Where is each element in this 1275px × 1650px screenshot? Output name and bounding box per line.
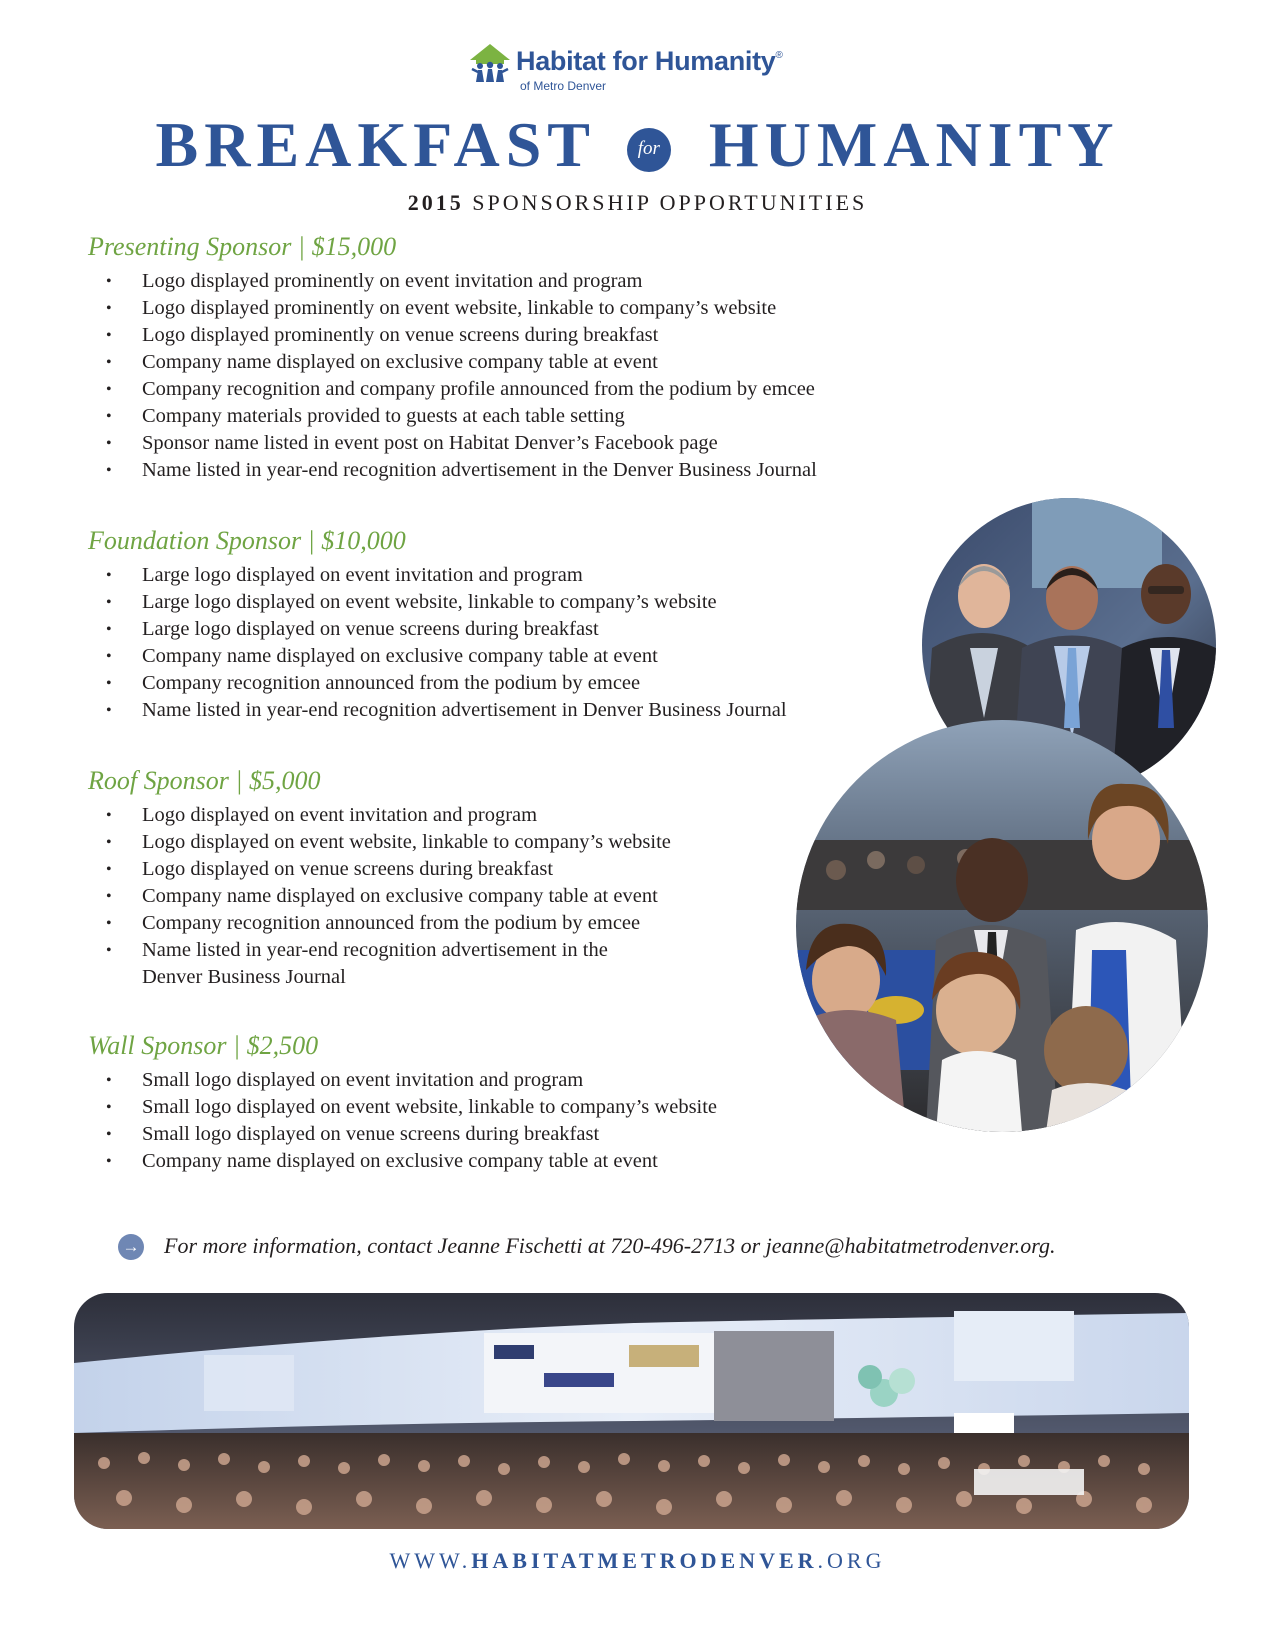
- list-item: • Company materials provided to guests at each table setting: [88, 403, 908, 430]
- subtitle-text: SPONSORSHIP OPPORTUNITIES: [472, 190, 868, 215]
- arrow-right-icon: →: [118, 1234, 144, 1260]
- list-item: • Company name displayed on exclusive company table at event: [88, 1148, 908, 1175]
- tier-heading: Roof Sponsor | $5,000: [88, 766, 321, 795]
- list-item: • Name listed in year-end recognition advertisement in the Denver Business Journal: [88, 457, 908, 484]
- guests-photo: [796, 720, 1208, 1132]
- url-prefix: WWW.: [389, 1548, 472, 1573]
- list-item-continued: Denver Business Journal: [142, 966, 346, 988]
- habitat-logo: [468, 40, 808, 98]
- list-item: • Logo displayed prominently on venue screens during breakfast: [88, 322, 908, 349]
- list-item: • Company recognition and company profile announced from the podium by emcee: [88, 376, 908, 403]
- tier-foundation: [88, 526, 908, 724]
- benefit-list: [88, 562, 908, 724]
- list-item: • Logo displayed prominently on event invitation and program: [88, 268, 908, 295]
- list-item: • Name listed in year-end recognition advertisement in the: [88, 937, 908, 964]
- list-item: • Large logo displayed on venue screens during breakfast: [88, 616, 908, 643]
- list-item: • Small logo displayed on venue screens during breakfast: [88, 1121, 908, 1148]
- list-item: • Company name displayed on exclusive company table at event: [88, 643, 908, 670]
- list-item: • Logo displayed prominently on event website, linkable to company’s website: [88, 295, 908, 322]
- list-item: • Small logo displayed on event invitation and program: [88, 1067, 908, 1094]
- benefit-list: [88, 1067, 908, 1175]
- list-item: • Company name displayed on exclusive company table at event: [88, 883, 908, 910]
- url-suffix: .ORG: [817, 1548, 886, 1573]
- org-subtitle: of Metro Denver: [520, 79, 607, 93]
- org-name: Habitat for Humanity®: [516, 46, 783, 76]
- contact-text: For more information, contact Jeanne Fischetti at 720-496-2713 or jeanne@habitatmetrodenver.org.: [164, 1233, 1056, 1258]
- habitat-houses-icon: [468, 42, 512, 82]
- ballroom-banner-photo: [74, 1293, 1189, 1529]
- tier-presenting: [88, 232, 908, 484]
- list-item: • Small logo displayed on event website, linkable to company’s website: [88, 1094, 908, 1121]
- url-main: HABITATMETRODENVER: [471, 1548, 818, 1573]
- website-url[interactable]: [0, 1548, 1275, 1574]
- list-item: • Large logo displayed on event website, linkable to company’s website: [88, 589, 908, 616]
- ballroom-photo-image: [74, 1293, 1189, 1529]
- tier-heading: Wall Sponsor | $2,500: [88, 1031, 319, 1060]
- list-item: • Logo displayed on event website, linkable to company’s website: [88, 829, 908, 856]
- contact-line: [118, 1233, 1218, 1260]
- list-item: • Name listed in year-end recognition advertisement in Denver Business Journal: [88, 697, 908, 724]
- list-item: • Large logo displayed on event invitation and program: [88, 562, 908, 589]
- list-item: • Logo displayed on venue screens during breakfast: [88, 856, 908, 883]
- page-subtitle: [0, 190, 1275, 216]
- title-humanity: HUMANITY: [708, 109, 1120, 180]
- tier-roof: [88, 766, 908, 991]
- benefit-list: [88, 802, 908, 991]
- list-item: • Company recognition announced from the podium by emcee: [88, 670, 908, 697]
- tier-heading: Foundation Sponsor | $10,000: [88, 526, 406, 555]
- subtitle-year: 2015: [407, 190, 464, 215]
- tier-wall: [88, 1031, 908, 1175]
- guests-photo-image: [796, 720, 1208, 1132]
- page-title: [0, 108, 1275, 182]
- list-item: • Company name displayed on exclusive company table at event: [88, 349, 908, 376]
- list-item: • Sponsor name listed in event post on Habitat Denver’s Facebook page: [88, 430, 908, 457]
- list-item: • Logo displayed on event invitation and program: [88, 802, 908, 829]
- title-for-badge: for: [627, 128, 671, 172]
- title-breakfast: BREAKFAST: [155, 109, 595, 180]
- benefit-list: [88, 268, 908, 484]
- list-item: • Company recognition announced from the podium by emcee: [88, 910, 908, 937]
- tier-heading: Presenting Sponsor | $15,000: [88, 232, 397, 261]
